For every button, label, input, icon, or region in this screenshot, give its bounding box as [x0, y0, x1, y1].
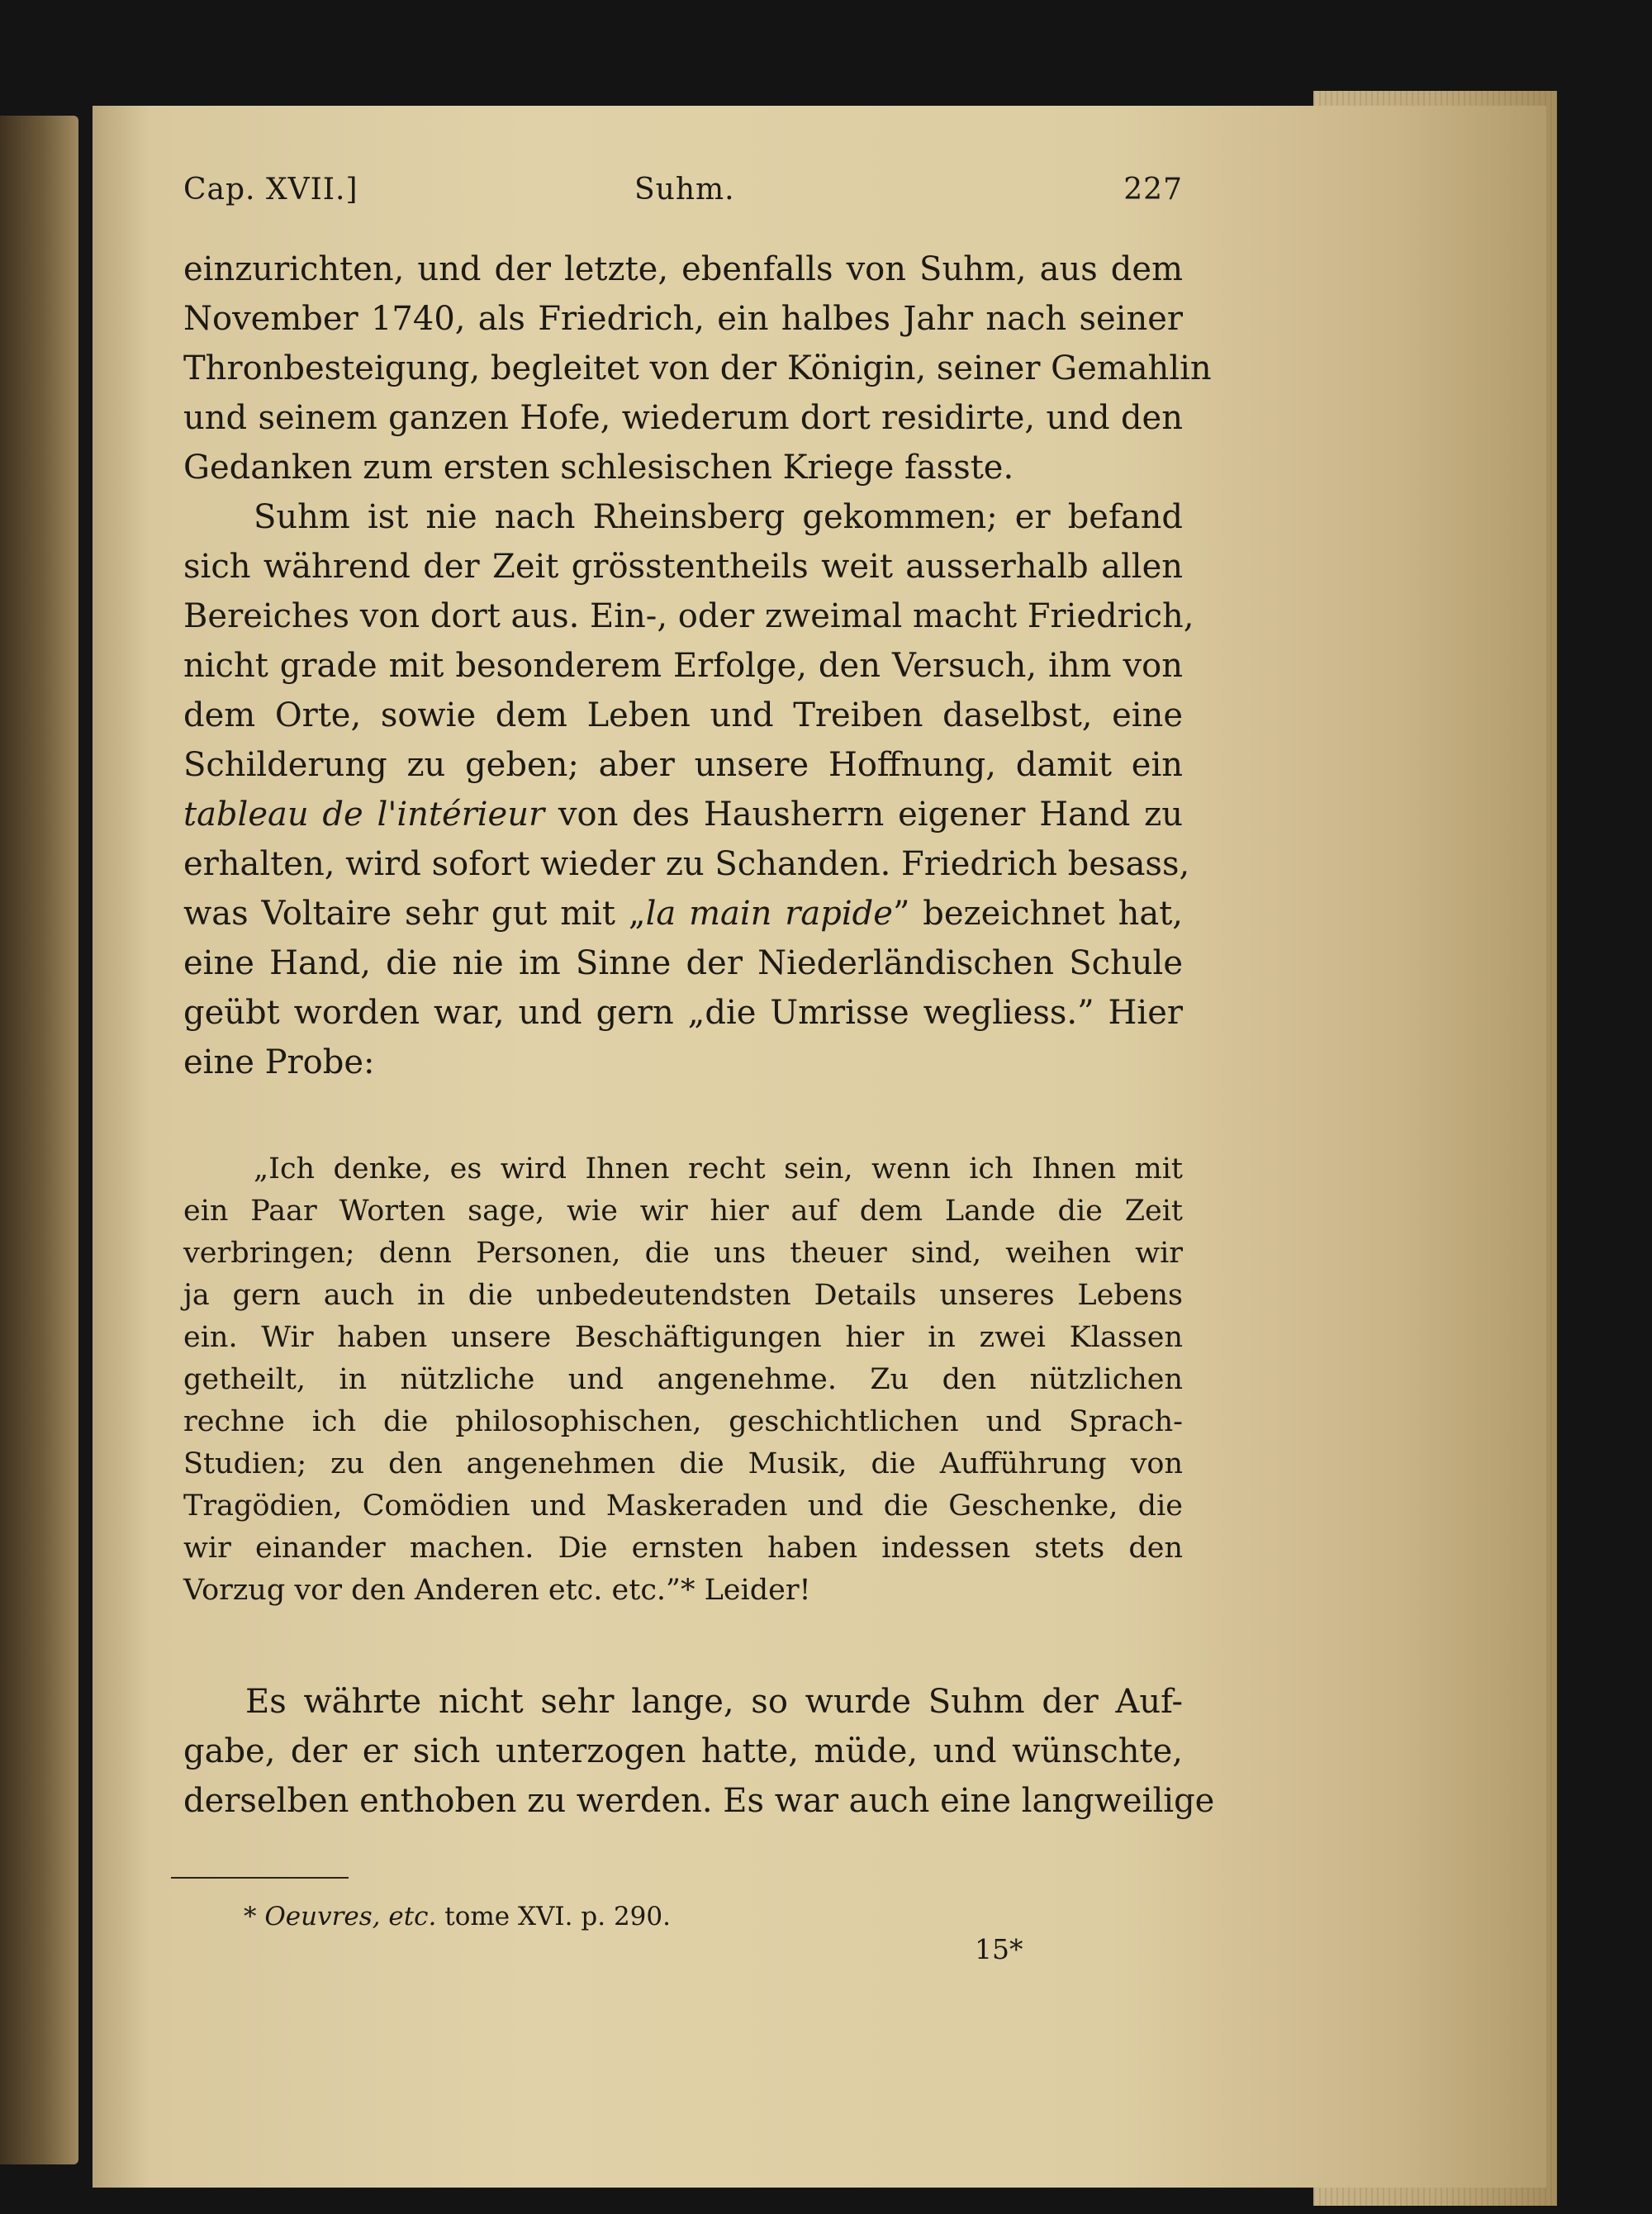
footnote-rule: [171, 1877, 349, 1879]
text-line: November 1740, als Friedrich, ein halbes Jahr nach seiner: [183, 300, 1183, 338]
text-line: dem Orte, sowie dem Leben und Treiben daselbst, eine: [183, 696, 1183, 734]
signature-mark: 15*: [975, 1933, 1023, 1965]
text-line: Gedanken zum ersten schlesischen Kriege fasste.: [183, 449, 1014, 487]
text-line: derselben enthoben zu werden. Es war auch eine langweilige: [183, 1782, 1215, 1820]
chapter-label: Cap. XVII.]: [183, 173, 358, 207]
main-paragraphs: [183, 245, 1212, 1104]
text-line: nicht grade mit besonderem Erfolge, den Versuch, ihm von: [183, 647, 1183, 685]
text-line: [183, 790, 1183, 839]
text-span: von des Hausherrn eigener Hand zu: [544, 796, 1183, 834]
text-span: ” bezeichnet hat,: [892, 895, 1184, 933]
page-number: 227: [1123, 173, 1183, 207]
italic-phrase: tableau de l'intérieur: [183, 796, 545, 834]
text-line: Es währte nicht sehr lange, so wurde Suhm der Auf-: [245, 1683, 1183, 1721]
footnote: [244, 1898, 671, 1935]
text-line: eine Probe:: [183, 1043, 375, 1081]
text-span: was Voltaire sehr gut mit „: [183, 895, 646, 933]
footnote-text: tome XVI. p. 290.: [436, 1902, 671, 1931]
quote-line: rechne ich die philosophischen, geschichtlichen und Sprach-: [183, 1405, 1183, 1438]
quote-line: „Ich denke, es wird Ihnen recht sein, wenn ich Ihnen mit: [254, 1152, 1183, 1185]
text-line: Suhm ist nie nach Rheinsberg gekommen; er befand: [254, 498, 1183, 536]
letter-quotation: [183, 1148, 1183, 1611]
text-line: geübt worden war, und gern „die Umrisse wegliess.” Hier: [183, 994, 1183, 1032]
text-line: eine Hand, die nie im Sinne der Niederländischen Schule: [183, 944, 1183, 982]
quote-line: Studien; zu den angenehmen die Musik, die Aufführung von: [183, 1447, 1183, 1480]
quote-line: ja gern auch in die unbedeutendsten Details unseres Lebens: [183, 1279, 1183, 1312]
text-line: und seinem ganzen Hofe, wiederum dort residirte, und den: [183, 399, 1183, 437]
quote-line: Vorzug vor den Anderen etc. etc.”* Leider!: [183, 1574, 811, 1607]
text-line: einzurichten, und der letzte, ebenfalls von Suhm, aus dem: [183, 250, 1183, 288]
text-line: Bereiches von dort aus. Ein-, oder zweimal macht Friedrich,: [183, 597, 1194, 635]
quote-line: wir einander machen. Die ernsten haben indessen stets den: [183, 1532, 1183, 1565]
running-header: [183, 169, 1183, 211]
quote-line: ein. Wir haben unsere Beschäftigungen hier in zwei Klassen: [183, 1321, 1183, 1354]
footnote-marker: *: [244, 1902, 257, 1931]
page-title: Suhm.: [634, 173, 735, 207]
closing-paragraph: [183, 1677, 1215, 1826]
quote-line: verbringen; denn Personen, die uns theuer sind, weihen wir: [183, 1237, 1183, 1270]
quote-line: getheilt, in nützliche und angenehme. Zu den nützlichen: [183, 1363, 1183, 1396]
quote-line: Tragödien, Comödien und Maskeraden und die Geschenke, die: [183, 1489, 1183, 1523]
italic-phrase: la main rapide: [645, 895, 893, 933]
text-line: sich während der Zeit grösstentheils weit ausserhalb allen: [183, 548, 1183, 586]
text-line: gabe, der er sich unterzogen hatte, müde, und wünschte,: [183, 1732, 1183, 1770]
quote-line: ein Paar Worten sage, wie wir hier auf dem Lande die Zeit: [183, 1195, 1183, 1228]
text-line: Thronbesteigung, begleitet von der Königin, seiner Gemahlin: [183, 349, 1212, 387]
text-line: erhalten, wird sofort wieder zu Schanden. Friedrich besass,: [183, 845, 1190, 883]
text-line: Schilderung zu geben; aber unsere Hoffnung, damit ein: [183, 746, 1183, 784]
footnote-italic: Oeuvres, etc.: [264, 1902, 437, 1931]
left-page-edge: [0, 116, 78, 2164]
text-line: [183, 889, 1183, 938]
